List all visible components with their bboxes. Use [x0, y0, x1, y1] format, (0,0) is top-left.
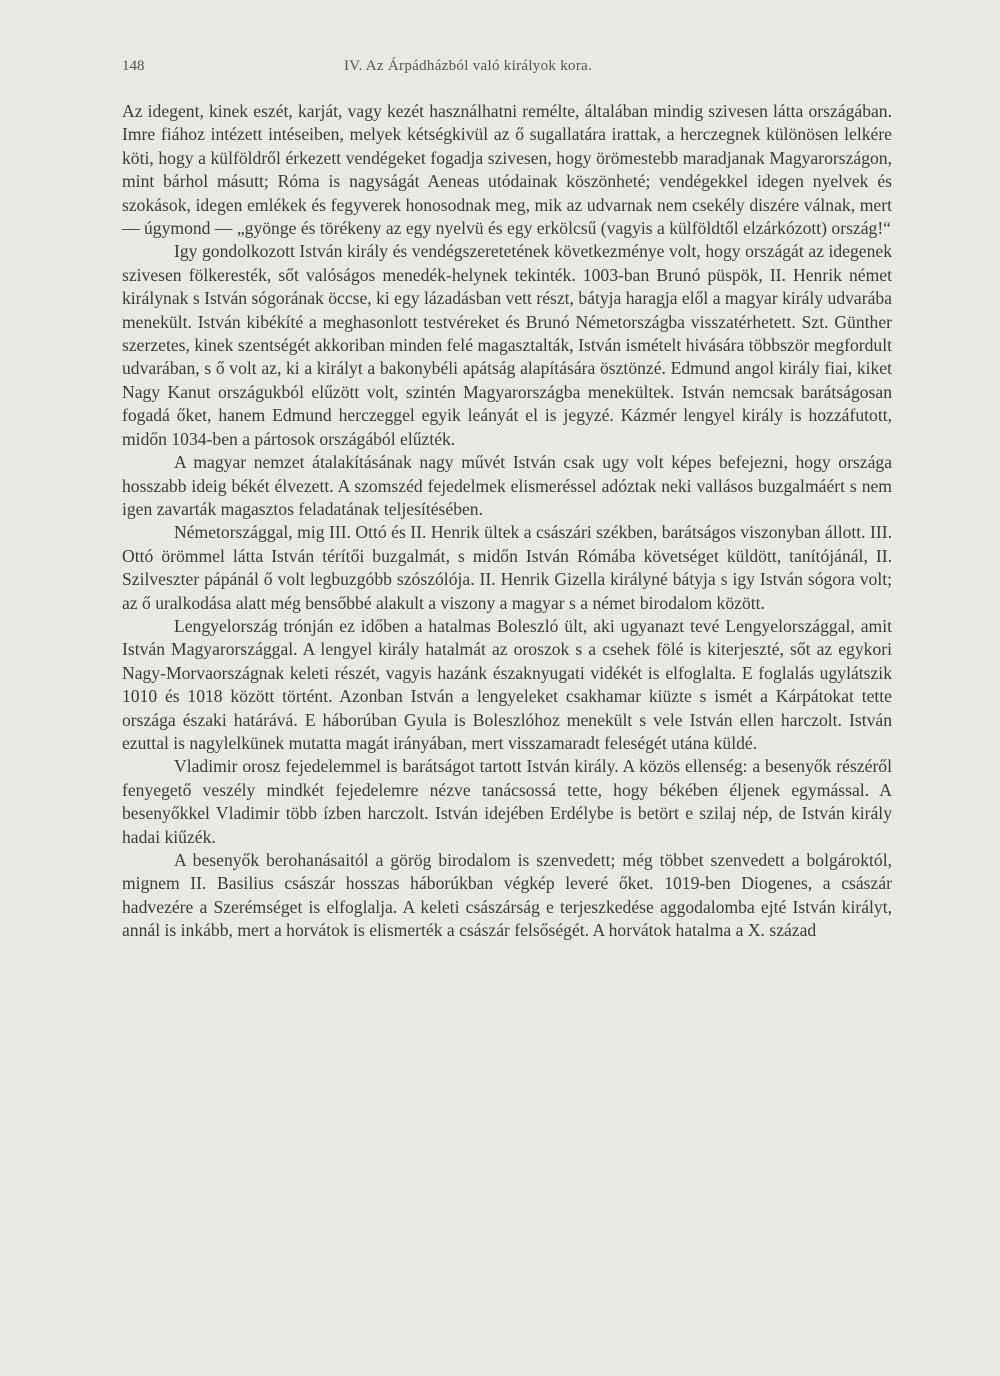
paragraph-1: Az idegent, kinek eszét, karját, vagy kezét használhatni remélte, általában mindig szivesen látta országában. Imre fiához intézett intéseiben, melyek kétségkivül az ő sugallatára irattak, a herczegnek különösen lelkére köti, hogy a külföldről érkezett vendégeket fogadja szivesen, hogy örömestebb maradjanak Magyarországon, mint bárhol másutt; Róma is nagyságát Aeneas utódainak köszönheté; vendégekkel idegen nyelvek és szokások, idegen emlékek és fegyverek honosodnak meg, mik az udvarnak nem csekély diszére válnak, mert — úgymond — „gyönge és törékeny az egy nyelvü és egy erkölcsű (vagyis a külföldtől elzárkózott) ország!“ [122, 101, 892, 239]
running-header [122, 58, 892, 82]
running-title: IV. Az Árpádházból való királyok kora. [344, 58, 593, 74]
page-number: 148 [122, 58, 145, 74]
body-text [122, 100, 892, 943]
paragraph-2: Igy gondolkozott István király és vendégszeretetének következménye volt, hogy országát az idegenek szivesen fölkeresték, sőt valóságos menedék-helynek tekinték. 1003-ban Brunó püspök, II. Henrik német királynak s István sógorának öccse, ki egy lázadásban vett részt, bátyja haragja elől a magyar király udvarába menekült. István kibékíté a meghasonlott testvéreket és Brunó Németországba visszatérhetett. Szt. Günther szerzetes, kinek szentségét akkoriban minden felé magasztalták, István ismételt hivására többször megfordult udvarában, s ő volt az, ki a királyt a bakonybéli apátság alapítására ösztönzé. Edmund angol király fiai, kiket Nagy Kanut országukból elűzött volt, szintén Magyarországba menekültek. István nemcsak barátságosan fogadá őket, hanem Edmund herczeggel egyik leányát el is jegyzé. Kázmér lengyel király is hozzáfutott, midőn 1034-ben a pártosok országából elűzték. [122, 241, 892, 449]
paragraph-6: Vladimir orosz fejedelemmel is barátságot tartott István király. A közös ellenség: a besenyők részéről fenyegető veszély mindkét fejedelemre nézve tanácsossá tette, hogy békében éljenek egymással. A besenyőkkel Vladimir több ízben harczolt. István idejében Erdélybe is betört e szilaj nép, de István király hadai kiűzék. [122, 756, 892, 847]
paragraph-4: Németországgal, mig III. Ottó és II. Henrik ültek a császári székben, barátságos viszonyban állott. III. Ottó örömmel látta István térítői buzgalmát, s midőn István Rómába követséget küldött, tanítójánál, II. Szilveszter pápánál ő volt legbuzgóbb szószólója. II. Henrik Gizella királyné bátyja s igy István sógora volt; az ő uralkodása alatt még bensőbbé alakult a viszony a magyar s a német birodalom között. [122, 522, 892, 613]
paragraph-3: A magyar nemzet átalakításának nagy művét István csak ugy volt képes befejezni, hogy országa hosszabb ideig békét élvezett. A szomszéd fejedelmek elismeréssel adóztak neki vallásos buzgalmáért s nem igen zavarták magasztos feladatának teljesítésében. [122, 452, 892, 519]
paragraph-5: Lengyelország trónján ez időben a hatalmas Boleszló ült, aki ugyanazt tevé Lengyelországgal, amit István Magyarországgal. A lengyel király hatalmát az oroszok s a csehek fölé is kiterjeszté, sőt az egykori Nagy-Morvaországnak keleti részét, vagyis hazánk északnyugati vidékét is elfoglalta. E foglalás ugylátszik 1010 és 1018 között történt. Azonban István a lengyeleket csakhamar kiüzte s ismét a Kárpátokat tette országa északi határává. E háborúban Gyula is Boleszlóhoz menekült s vele István ellen harczolt. István ezuttal is nagylelkünek mutatta magát irányában, mert visszamaradt feleségét utána küldé. [122, 615, 892, 753]
paragraph-7: A besenyők berohanásaitól a görög birodalom is szenvedett; még többet szenvedett a bolgároktól, mignem II. Basilius császár hosszas háborúkban végkép leveré őket. 1019-ben Diogenes, a császár hadvezére a Szerémséget is elfoglalja. A keleti császárság e terjeszkedése aggodalomba ejté István királyt, annál is inkább, mert a horvátok is elismerték a császár felsőségét. A horvátok hatalma a X. század [122, 850, 892, 941]
